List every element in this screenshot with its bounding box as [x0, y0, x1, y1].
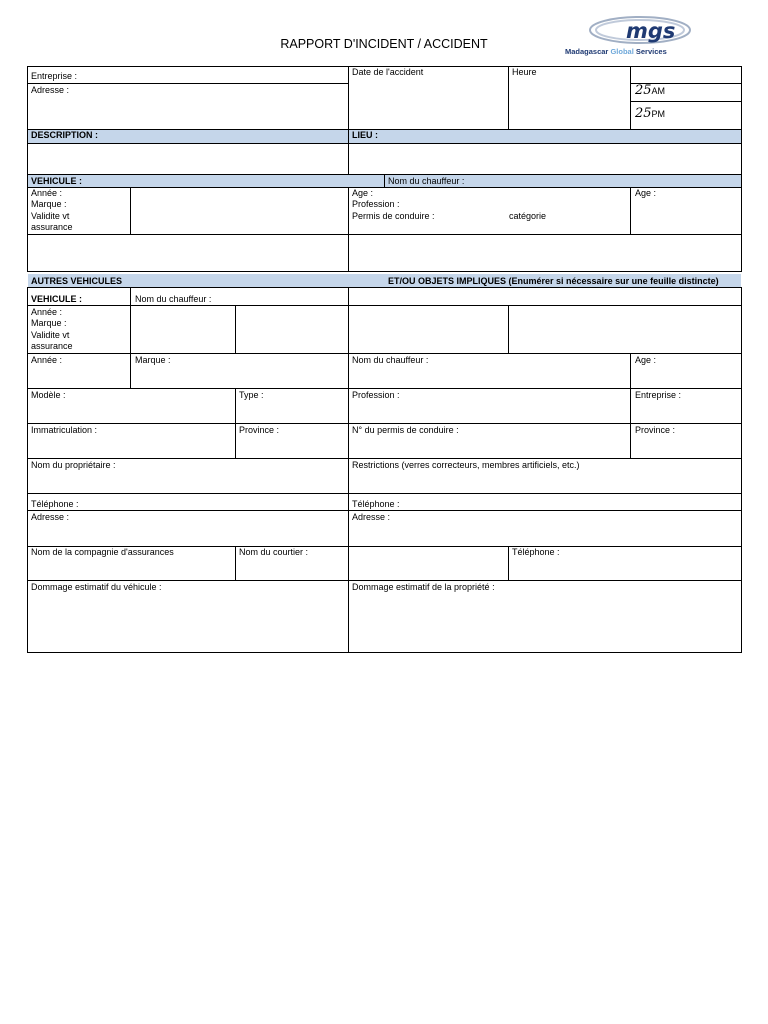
courtier-label: Nom du courtier :	[239, 547, 309, 557]
telephone3-label: Téléphone :	[512, 547, 560, 557]
dommage-propriete-label: Dommage estimatif de la propriété :	[352, 582, 495, 592]
categorie-label: catégorie	[509, 211, 547, 221]
immatriculation-label: Immatriculation :	[31, 425, 98, 435]
nom-chauffeur2-label: Nom du chauffeur :	[135, 294, 212, 304]
description-header: DESCRIPTION :	[31, 130, 99, 140]
heure-label: Heure	[512, 67, 537, 77]
permis-label: Permis de conduire :	[352, 211, 435, 221]
profession-label: Profession :	[352, 199, 400, 209]
entreprise-label: Entreprise :	[31, 71, 78, 81]
page-title: RAPPORT D'INCIDENT / ACCIDENT	[280, 37, 488, 51]
adresse-label: Adresse :	[31, 85, 70, 95]
province2-label: Province :	[635, 425, 676, 435]
entreprise2-label: Entreprise :	[635, 390, 682, 400]
profession2-label: Profession :	[352, 390, 400, 400]
date-accident-label: Date de l'accident	[352, 67, 424, 77]
pm-time: 25PM	[635, 106, 666, 121]
svg-text:mgs: mgs	[626, 19, 676, 43]
type-label: Type :	[239, 390, 264, 400]
num-permis-label: N° du permis de conduire :	[352, 425, 459, 435]
annee-label: Année :	[31, 188, 63, 198]
adresse2-label: Adresse :	[31, 512, 70, 522]
dommage-vehicule-label: Dommage estimatif du véhicule :	[31, 582, 162, 592]
vehicule-header: VEHICULE :	[31, 176, 83, 186]
annee2-label: Année :	[31, 307, 63, 317]
restrictions-label: Restrictions (verres correcteurs, membres artificiels, etc.)	[352, 460, 580, 470]
modele-label: Modèle :	[31, 390, 66, 400]
compagnie-label: Nom de la compagnie d'assurances	[31, 547, 174, 557]
telephone2-label: Téléphone :	[352, 499, 400, 509]
telephone-label: Téléphone :	[31, 499, 79, 509]
company-name: Madagascar Global Services	[565, 47, 667, 56]
age-label: Age :	[352, 188, 374, 198]
nom-chauffeur-label: Nom du chauffeur :	[388, 176, 465, 186]
autres-vehicules-header: AUTRES VEHICULES	[31, 276, 123, 286]
assurance2-label: assurance	[31, 341, 73, 351]
validite-label: Validite vt	[31, 211, 70, 221]
age-right-label: Age :	[635, 188, 657, 198]
adresse3-label: Adresse :	[352, 512, 391, 522]
marque-label: Marque :	[31, 199, 67, 209]
validite2-label: Validite vt	[31, 330, 70, 340]
age3-label: Age :	[635, 355, 657, 365]
marque2-label: Marque :	[31, 318, 67, 328]
annee3-label: Année :	[31, 355, 63, 365]
province-label: Province :	[239, 425, 280, 435]
vehicule2-label: VEHICULE :	[31, 294, 83, 304]
marque3-label: Marque :	[135, 355, 171, 365]
lieu-header: LIEU :	[352, 130, 378, 140]
am-time: 25AM	[635, 83, 666, 98]
nom-chauffeur3-label: Nom du chauffeur :	[352, 355, 429, 365]
assurance-label: assurance	[31, 222, 73, 232]
objets-impliques-header: ET/OU OBJETS IMPLIQUES (Enumérer si nécessaire sur une feuille distincte)	[388, 276, 719, 286]
nom-proprietaire-label: Nom du propriétaire :	[31, 460, 116, 470]
